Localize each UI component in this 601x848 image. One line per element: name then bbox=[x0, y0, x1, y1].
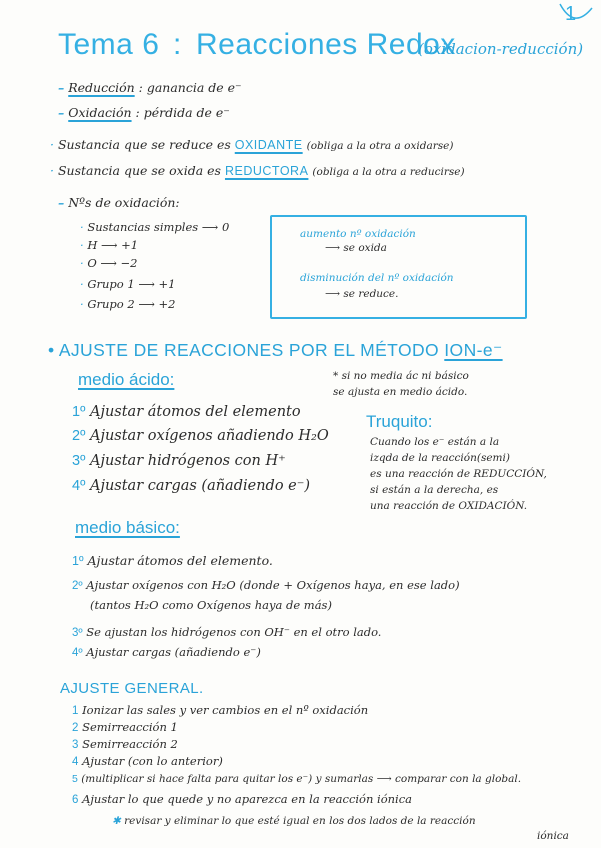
acid-step-text: Ajustar hidrógenos con H⁺ bbox=[89, 453, 286, 469]
acid-step bbox=[72, 453, 286, 469]
acid-step-text: Ajustar átomos del elemento bbox=[89, 404, 301, 420]
acid-step-text: Ajustar oxígenos añadiendo H₂O bbox=[89, 428, 329, 444]
general-step-text: Semirreacción 2 bbox=[82, 737, 178, 751]
oxidacion-definition: – Oxidación : pérdida de e⁻ bbox=[58, 105, 230, 120]
acid-step-num: 2º bbox=[72, 428, 86, 444]
general-final-note: ✱ revisar y eliminar lo que esté igual en los dos lados de la reacción bbox=[112, 815, 476, 827]
reductora-line: · Sustancia que se oxida es REDUCTORA (obliga a la otra a reducirse) bbox=[50, 163, 465, 178]
ion-method-note-2: se ajusta en medio ácido. bbox=[333, 386, 468, 398]
acid-step bbox=[72, 404, 301, 420]
general-step-text: Ajustar (con lo anterior) bbox=[82, 754, 223, 768]
general-step-num: 1 bbox=[72, 705, 79, 717]
basic-step-note: (tantos H₂O como Oxígenos haya de más) bbox=[90, 598, 332, 612]
page-number-circle bbox=[556, 0, 596, 30]
trick-line: izqda de la reacción(semi) bbox=[370, 452, 510, 464]
oxnum-item-text: Grupo 2 ⟶ +2 bbox=[87, 297, 176, 311]
oxnum-item-text: Sustancias simples ⟶ 0 bbox=[87, 220, 230, 234]
general-step-text: Ionizar las sales y ver cambios en el nº oxidación bbox=[82, 703, 369, 717]
ion-method-heading-ion: ION-e⁻ bbox=[444, 340, 503, 360]
basic-step-text: Se ajustan los hidrógenos con OH⁻ en el otro lado. bbox=[86, 625, 382, 639]
oxidante-line: · Sustancia que se reduce es OXIDANTE (obliga a la otra a oxidarse) bbox=[50, 137, 454, 152]
reductora-line-text: Sustancia que se oxida es bbox=[57, 163, 221, 178]
trick-line: es una reacción de REDUCCIÓN, bbox=[370, 468, 547, 480]
oxnum-item-text: O ⟶ −2 bbox=[87, 256, 138, 270]
basic-medium-heading: medio básico: bbox=[75, 518, 180, 537]
general-step-num: 6 bbox=[72, 794, 79, 806]
acid-step bbox=[72, 478, 310, 494]
basic-step-num: 2º bbox=[72, 580, 83, 592]
acid-step bbox=[72, 428, 329, 444]
acid-step-num: 3º bbox=[72, 453, 86, 469]
general-step bbox=[72, 703, 368, 717]
basic-step bbox=[72, 645, 261, 659]
oxnum-item-text: H ⟶ +1 bbox=[87, 238, 139, 252]
general-step-text: Ajustar lo que quede y no aparezca en la reacción iónica bbox=[82, 792, 413, 806]
basic-step bbox=[72, 553, 273, 568]
reduccion-term: Reducción bbox=[68, 80, 135, 95]
box-line-se-oxida: ⟶ se oxida bbox=[325, 242, 387, 254]
trick-heading: Truquito: bbox=[366, 412, 433, 431]
acid-step-text: Ajustar cargas (añadiendo e⁻) bbox=[89, 478, 311, 494]
basic-step-text: Ajustar oxígenos con H₂O (donde + Oxígenos haya, en ese lado) bbox=[86, 578, 460, 592]
general-step-num: 4 bbox=[72, 756, 79, 768]
reductora-term: REDUCTORA bbox=[224, 164, 309, 178]
basic-step-text: Ajustar átomos del elemento. bbox=[87, 553, 273, 568]
ion-method-note-1: * si no media ác ni básico bbox=[333, 370, 469, 382]
ion-method-heading-text: AJUSTE DE REACCIONES POR EL MÉTODO bbox=[58, 340, 440, 360]
oxidacion-term: Oxidación bbox=[68, 105, 132, 120]
oxidation-numbers-heading: – Nºs de oxidación: bbox=[58, 195, 180, 210]
page-title-colon: : bbox=[173, 28, 182, 61]
general-step bbox=[72, 754, 223, 768]
box-line-aumento: aumento nº oxidación bbox=[300, 228, 416, 240]
basic-step-num: 1º bbox=[72, 554, 84, 568]
oxnum-item: · H ⟶ +1 bbox=[80, 238, 139, 252]
general-step bbox=[72, 737, 178, 751]
trick-line: Cuando los e⁻ están a la bbox=[370, 436, 500, 448]
oxidante-note: (obliga a la otra a oxidarse) bbox=[306, 140, 454, 152]
oxidante-line-text: Sustancia que se reduce es bbox=[57, 137, 231, 152]
oxidation-numbers-heading-text: Nºs de oxidación: bbox=[68, 195, 180, 210]
general-step bbox=[72, 773, 521, 785]
general-step-text: (multiplicar si hace falta para quitar los e⁻) y sumarlas ⟶ comparar con la global. bbox=[81, 773, 522, 785]
general-final-note-text: revisar y eliminar lo que esté igual en los dos lados de la reacción bbox=[124, 815, 476, 827]
oxidacion-def: : pérdida de e⁻ bbox=[135, 105, 230, 120]
basic-step bbox=[72, 625, 381, 639]
basic-step-num: 3º bbox=[72, 627, 83, 639]
basic-step bbox=[72, 578, 460, 592]
ion-method-heading: • AJUSTE DE REACCIONES POR EL MÉTODO ION-e⁻ bbox=[48, 340, 503, 360]
acid-step-num: 1º bbox=[72, 404, 86, 420]
oxnum-item: · Grupo 1 ⟶ +1 bbox=[80, 277, 176, 291]
general-step-num: 2 bbox=[72, 722, 79, 734]
general-heading: AJUSTE GENERAL. bbox=[60, 680, 204, 697]
page-title: Reacciones Redox bbox=[196, 28, 456, 61]
page-number: 1 bbox=[565, 3, 577, 25]
oxidante-term: OXIDANTE bbox=[234, 138, 303, 152]
acid-step-num: 4º bbox=[72, 478, 86, 494]
page-title-prefix: Tema 6 bbox=[58, 28, 160, 61]
general-step bbox=[72, 792, 412, 806]
acid-medium-heading: medio ácido: bbox=[78, 370, 175, 389]
general-step-text: Semirreacción 1 bbox=[82, 720, 178, 734]
reduccion-definition: – Reducción : ganancia de e⁻ bbox=[58, 80, 242, 95]
general-final-note-end: iónica bbox=[537, 830, 569, 842]
oxnum-item: · Sustancias simples ⟶ 0 bbox=[80, 220, 230, 234]
basic-step-num: 4º bbox=[72, 647, 83, 659]
oxnum-item-text: Grupo 1 ⟶ +1 bbox=[87, 277, 176, 291]
general-step-num: 3 bbox=[72, 739, 79, 751]
reductora-note: (obliga a la otra a reducirse) bbox=[312, 166, 465, 178]
oxnum-item: · O ⟶ −2 bbox=[80, 256, 138, 270]
basic-step-text: Ajustar cargas (añadiendo e⁻) bbox=[86, 645, 261, 659]
trick-line: si están a la derecha, es bbox=[370, 484, 499, 496]
box-line-disminucion: disminución del nº oxidación bbox=[300, 272, 454, 284]
trick-line: una reacción de OXIDACIÓN. bbox=[370, 500, 528, 512]
box-line-se-reduce: ⟶ se reduce. bbox=[325, 288, 399, 300]
oxnum-item: · Grupo 2 ⟶ +2 bbox=[80, 297, 176, 311]
page-subtitle: (oxidacion-reducción) bbox=[418, 40, 584, 58]
general-step-num: 5 bbox=[72, 773, 78, 785]
general-step bbox=[72, 720, 178, 734]
reduccion-def: : ganancia de e⁻ bbox=[138, 80, 242, 95]
